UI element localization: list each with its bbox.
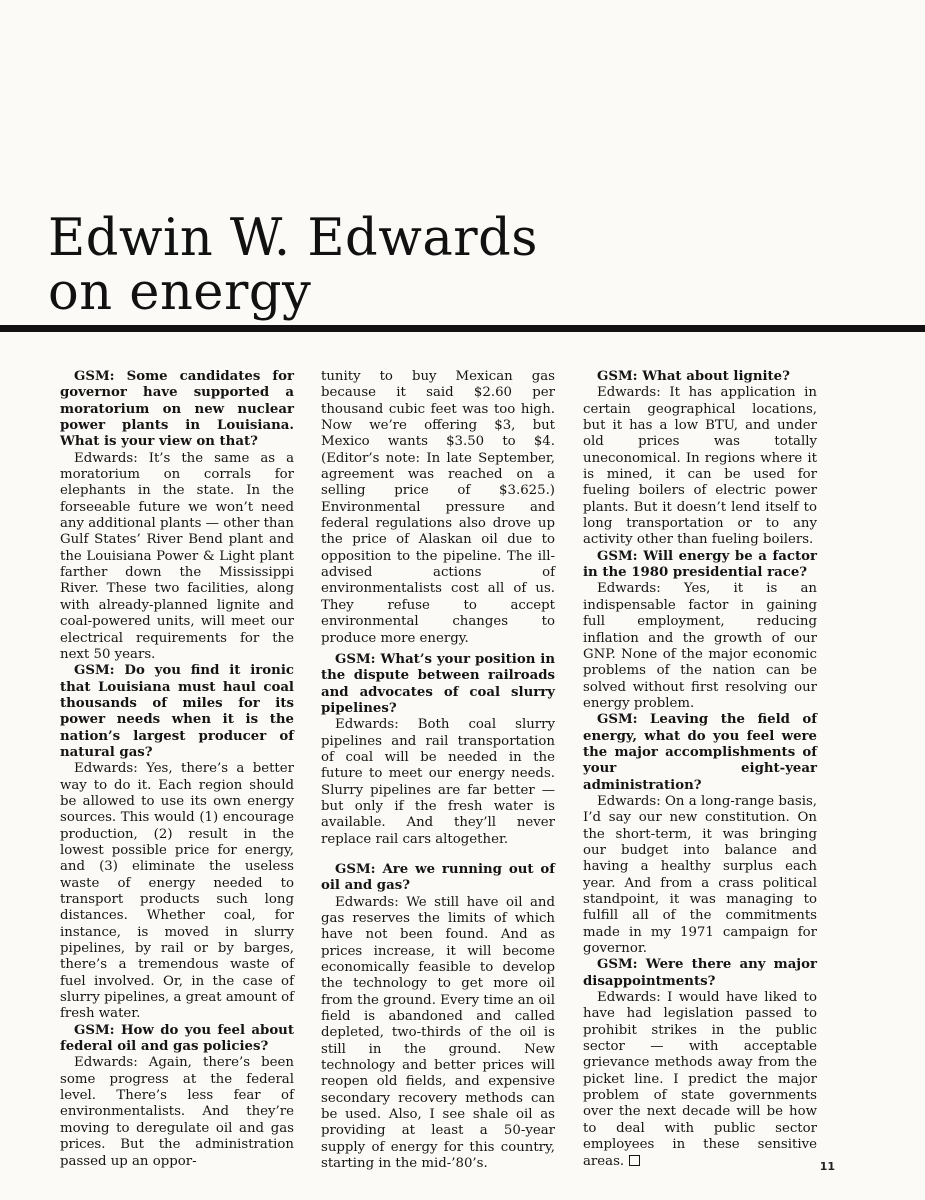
- text-column-1: [60, 369, 294, 1170]
- question-paragraph: GSM: Will energy be a factor in the 1980 presidential race?: [583, 548, 817, 581]
- final-answer-text: Edwards: I would have liked to have had legislation passed to prohibit strikes in the public sector — with acceptable grievance methods away from the picket line. I predict the major problem of state governments over the next decade will be how to deal with public sector employees in these sensitive areas.: [583, 990, 817, 1169]
- question-paragraph: GSM: Were there any major disappointments?: [583, 957, 817, 989]
- question-paragraph: GSM: Leaving the field of energy, what do you feel were the major accomplishments of your eight-year administration?: [583, 712, 817, 793]
- article-title: [48, 209, 538, 322]
- question-paragraph: GSM: Are we running out of oil and gas?: [321, 861, 555, 894]
- continued-paragraph: tunity to buy Mexican gas because it said $2.60 per thousand cubic feet was too high. Now we’re offering $3, but Mexico wants $3.50 to $4. (Editor’s note: In late September, agreement was reached on a selling price of $3.625.) Environmental pressure and federal regulations also drove up the price of Alaskan oil due to opposition to the pipeline. The ill-advised actions of environmentalists cost all of us. They refuse to accept environmental changes to produce more energy.: [321, 369, 555, 646]
- answer-paragraph: Edwards: Both coal slurry pipelines and rail transportation of coal will be needed in the future to meet our energy needs. Slurry pipelines are far better — but only if the fresh water is available. And they’ll never replace rail cars altogether.: [321, 717, 555, 847]
- answer-paragraph: Edwards: Yes, it is an indispensable factor in gaining full employment, reducing inflation and the growth of our GNP. None of the major economic problems of the nation can be solved without first resolving our energy problem.: [583, 581, 817, 711]
- end-mark-icon: [629, 1155, 640, 1166]
- page-number: 11: [819, 1160, 835, 1173]
- question-paragraph: GSM: Do you find it ironic that Louisiana must haul coal thousands of miles for its power needs when it is the nation’s largest producer of natural gas?: [60, 663, 294, 760]
- answer-paragraph: Edwards: On a long-range basis, I’d say our new constitution. On the short-term, it was bringing our budget into balance and having a healthy surplus each year. And from a crass political standpoint, it was managing to fulfill all of the commitments made in my 1971 campaign for governor.: [583, 793, 817, 957]
- answer-paragraph-final: [583, 990, 817, 1170]
- answer-paragraph: Edwards: Again, there’s been some progress at the federal level. There’s less fear of environmentalists. And they’re moving to deregulate oil and gas prices. But the administration passed up an oppor-: [60, 1055, 294, 1169]
- title-line-1: Edwin W. Edwards: [48, 209, 538, 268]
- question-paragraph: GSM: How do you feel about federal oil and gas policies?: [60, 1022, 294, 1055]
- answer-paragraph: Edwards: It has application in certain geographical locations, but it has a low BTU, and under old prices was totally uneconomical. In regions where it is mined, it can be used for fueling boilers of electric power plants. But it doesn’t lend itself to long transportation or to any activity other than fueling boilers.: [583, 385, 817, 548]
- title-rule-divider: [0, 325, 925, 332]
- title-line-2: on energy: [48, 263, 312, 322]
- text-column-3: [583, 369, 817, 1170]
- question-paragraph: GSM: Some candidates for governor have supported a moratorium on new nuclear power plants in Louisiana. What is your view on that?: [60, 369, 294, 450]
- text-column-2: [321, 369, 555, 1173]
- answer-paragraph: Edwards: It’s the same as a moratorium on corrals for elephants in the state. In the forseeable future we won’t need any additional plants — other than Gulf States’ River Bend plant and the Louisiana Power & Light plant farther down the Mississippi River. These two facilities, along with already-planned lignite and coal-powered units, will meet our electrical requirements for the next 50 years.: [60, 450, 294, 662]
- question-paragraph: GSM: What about lignite?: [597, 369, 790, 384]
- answer-paragraph: Edwards: Yes, there’s a better way to do it. Each region should be allowed to use its own energy sources. This would (1) encourage production, (2) result in the lowest possible price for energy, and (3) eliminate the useless waste of energy needed to transport products such long distances. Whether coal, for instance, is moved in slurry pipelines, by rail or by barges, there’s a tremendous waste of fuel involved. Or, in the case of slurry pipelines, a great amount of fresh water.: [60, 761, 295, 1022]
- answer-paragraph: Edwards: We still have oil and gas reserves the limits of which have not been found. And as prices increase, it will become economically feasible to develop the technology to get more oil from the ground. Every time an oil field is abandoned and called depleted, two-thirds of the oil is still in the ground. New technology and better prices will reopen old fields, and expensive secondary recovery methods can be used. Also, I see shale oil as providing at least a 50-year supply of energy for this country, starting in the mid-’80’s.: [321, 894, 555, 1172]
- question-paragraph: GSM: What’s your position in the dispute between railroads and advocates of coal slurry pipelines?: [321, 651, 555, 716]
